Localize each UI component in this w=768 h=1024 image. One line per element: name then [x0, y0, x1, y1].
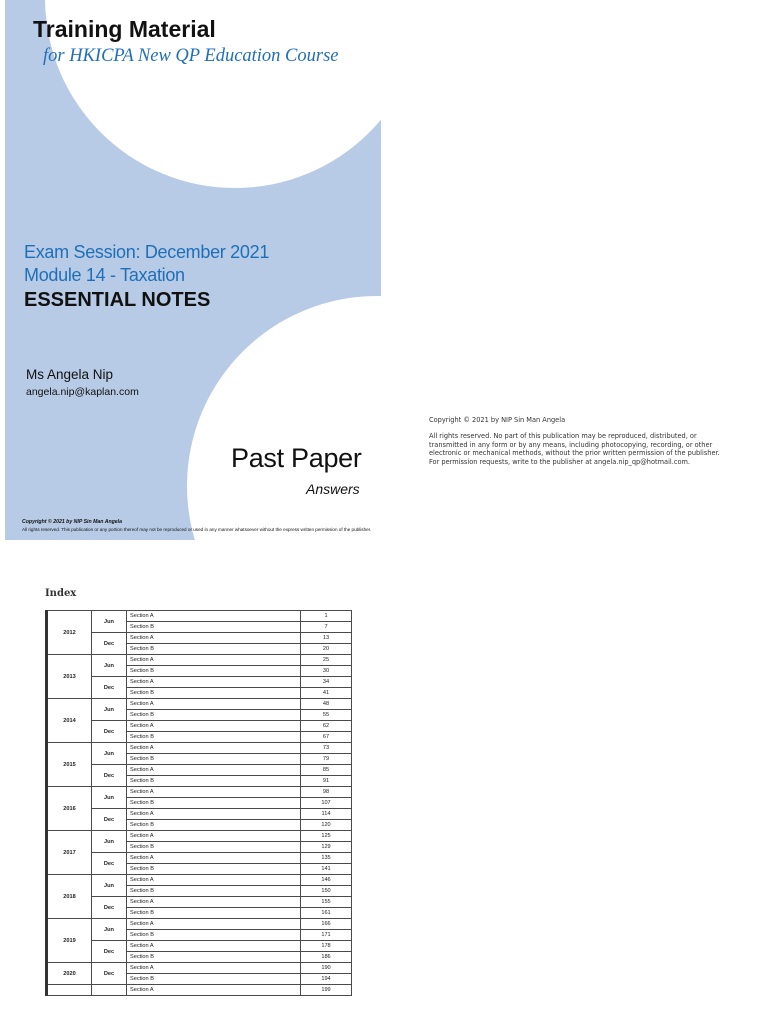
index-row: [47, 853, 352, 864]
index-section-label: Section B: [127, 952, 301, 963]
index-page-number: 186: [301, 952, 352, 963]
copyright-notice: All rights reserved. No part of this publication may be reproduced, distributed, or transmitted in any form or by any means, including photocopying, recording, or other electronic or mechanical methods, without the prior written permission of the publisher. For permission requests, write to the publisher at angela.nip_qp@hotmail.com.: [429, 432, 720, 466]
index-section-label: Section A: [127, 655, 301, 666]
index-month: Jun: [92, 655, 127, 677]
index-page-number: 79: [301, 754, 352, 765]
index-page-number: 146: [301, 875, 352, 886]
cover-subtitle: for HKICPA New QP Education Course: [43, 46, 339, 66]
cover-heading: Past Paper: [231, 443, 362, 473]
index-month: Dec: [92, 677, 127, 699]
index-section-label: Section A: [127, 611, 301, 622]
author-email: angela.nip@kaplan.com: [26, 386, 139, 398]
index-section-label: Section A: [127, 875, 301, 886]
index-row: [47, 875, 352, 886]
index-row: [47, 831, 352, 842]
index-section-label: Section A: [127, 897, 301, 908]
index-section-label: Section B: [127, 842, 301, 853]
index-month: Dec: [92, 721, 127, 743]
index-row: [47, 897, 352, 908]
index-row: [47, 611, 352, 622]
index-month: Jun: [92, 743, 127, 765]
index-page-number: 107: [301, 798, 352, 809]
index-row: [47, 699, 352, 710]
index-page-number: 1: [301, 611, 352, 622]
index-table: [45, 610, 352, 996]
index-row: [47, 941, 352, 952]
index-page-number: 41: [301, 688, 352, 699]
index-year: 2019: [47, 919, 92, 963]
index-year: 2018: [47, 875, 92, 919]
index-section-label: Section B: [127, 622, 301, 633]
index-month: Dec: [92, 941, 127, 963]
index-page-number: 120: [301, 820, 352, 831]
index-row: [47, 743, 352, 754]
index-month: Jun: [92, 831, 127, 853]
index-section-label: Section A: [127, 985, 301, 996]
index-page-number: 7: [301, 622, 352, 633]
cover-rights-notice: All rights reserved. This publication or any portion thereof may not be reproduced or used in any manner whatsoever without the express written permission of the publisher.: [22, 527, 372, 532]
index-section-label: Section B: [127, 908, 301, 919]
module-name: Module 14 - Taxation: [24, 265, 185, 285]
index-section-label: Section A: [127, 853, 301, 864]
index-section-label: Section B: [127, 732, 301, 743]
index-row: [47, 721, 352, 732]
index-month: Dec: [92, 853, 127, 875]
index-section-label: Section B: [127, 666, 301, 677]
index-page-number: 30: [301, 666, 352, 677]
index-row: [47, 765, 352, 776]
index-section-label: Section A: [127, 831, 301, 842]
index-row: [47, 919, 352, 930]
index-year: 2013: [47, 655, 92, 699]
index-month: Jun: [92, 611, 127, 633]
index-month: Dec: [92, 897, 127, 919]
index-page-number: 73: [301, 743, 352, 754]
index-year: 2014: [47, 699, 92, 743]
index-page-number: 125: [301, 831, 352, 842]
index-page-number: 91: [301, 776, 352, 787]
index-month: Dec: [92, 633, 127, 655]
author-name: Ms Angela Nip: [26, 367, 114, 382]
index-row: [47, 633, 352, 644]
index-section-label: Section B: [127, 644, 301, 655]
index-page-number: 85: [301, 765, 352, 776]
index-page-number: 129: [301, 842, 352, 853]
index-section-label: Section A: [127, 699, 301, 710]
index-page-number: 194: [301, 974, 352, 985]
exam-session: Exam Session: December 2021: [24, 242, 270, 262]
index-month: [92, 985, 127, 996]
index-section-label: Section B: [127, 754, 301, 765]
index-section-label: Section B: [127, 974, 301, 985]
index-section-label: Section A: [127, 765, 301, 776]
index-section-label: Section B: [127, 710, 301, 721]
index-section-label: Section B: [127, 864, 301, 875]
index-page-number: 48: [301, 699, 352, 710]
index-section-label: Section A: [127, 743, 301, 754]
index-page-number: 161: [301, 908, 352, 919]
index-year: 2016: [47, 787, 92, 831]
index-page-number: 34: [301, 677, 352, 688]
index-section-label: Section B: [127, 776, 301, 787]
index-month: Dec: [92, 765, 127, 787]
index-month: Jun: [92, 699, 127, 721]
index-title: Index: [45, 588, 77, 599]
notes-title: ESSENTIAL NOTES: [24, 289, 211, 311]
index-month: Jun: [92, 919, 127, 941]
index-section-label: Section A: [127, 941, 301, 952]
index-page-number: 155: [301, 897, 352, 908]
cover-page: [5, 0, 381, 540]
index-section-label: Section A: [127, 787, 301, 798]
index-page-number: 171: [301, 930, 352, 941]
index-row: [47, 677, 352, 688]
index-page-number: 25: [301, 655, 352, 666]
index-page-number: 98: [301, 787, 352, 798]
index-year: 2017: [47, 831, 92, 875]
index-year: [47, 985, 92, 996]
index-section-label: Section A: [127, 677, 301, 688]
index-page-number: 114: [301, 809, 352, 820]
index-row: [47, 809, 352, 820]
copyright-page: [429, 416, 729, 474]
index-page-number: 178: [301, 941, 352, 952]
index-section-label: Section B: [127, 820, 301, 831]
index-section-label: Section B: [127, 688, 301, 699]
index-page-number: 199: [301, 985, 352, 996]
cover-subheading: Answers: [306, 481, 360, 497]
index-row: [47, 963, 352, 974]
copyright-line: Copyright © 2021 by NIP Sin Man Angela: [429, 416, 566, 424]
index-row: [47, 985, 352, 996]
index-section-label: Section A: [127, 919, 301, 930]
index-month: Jun: [92, 875, 127, 897]
index-year: 2020: [47, 963, 92, 985]
index-page-number: 190: [301, 963, 352, 974]
index-year: 2015: [47, 743, 92, 787]
index-month: Jun: [92, 787, 127, 809]
index-section-label: Section B: [127, 798, 301, 809]
index-section-label: Section B: [127, 930, 301, 941]
index-page-number: 67: [301, 732, 352, 743]
index-page-number: 150: [301, 886, 352, 897]
index-row: [47, 787, 352, 798]
cover-copyright: Copyright © 2021 by NIP Sin Man Angela: [22, 519, 123, 525]
index-page-number: 141: [301, 864, 352, 875]
index-section-label: Section A: [127, 963, 301, 974]
index-section-label: Section A: [127, 721, 301, 732]
index-row: [47, 655, 352, 666]
index-page-number: 13: [301, 633, 352, 644]
index-section-label: Section A: [127, 633, 301, 644]
index-page-number: 55: [301, 710, 352, 721]
index-month: Dec: [92, 963, 127, 985]
index-section-label: Section B: [127, 886, 301, 897]
cover-title: Training Material: [33, 16, 216, 42]
index-section-label: Section A: [127, 809, 301, 820]
index-month: Dec: [92, 809, 127, 831]
index-year: 2012: [47, 611, 92, 655]
index-page-number: 62: [301, 721, 352, 732]
index-page-number: 135: [301, 853, 352, 864]
index-page-number: 166: [301, 919, 352, 930]
index-page-number: 20: [301, 644, 352, 655]
